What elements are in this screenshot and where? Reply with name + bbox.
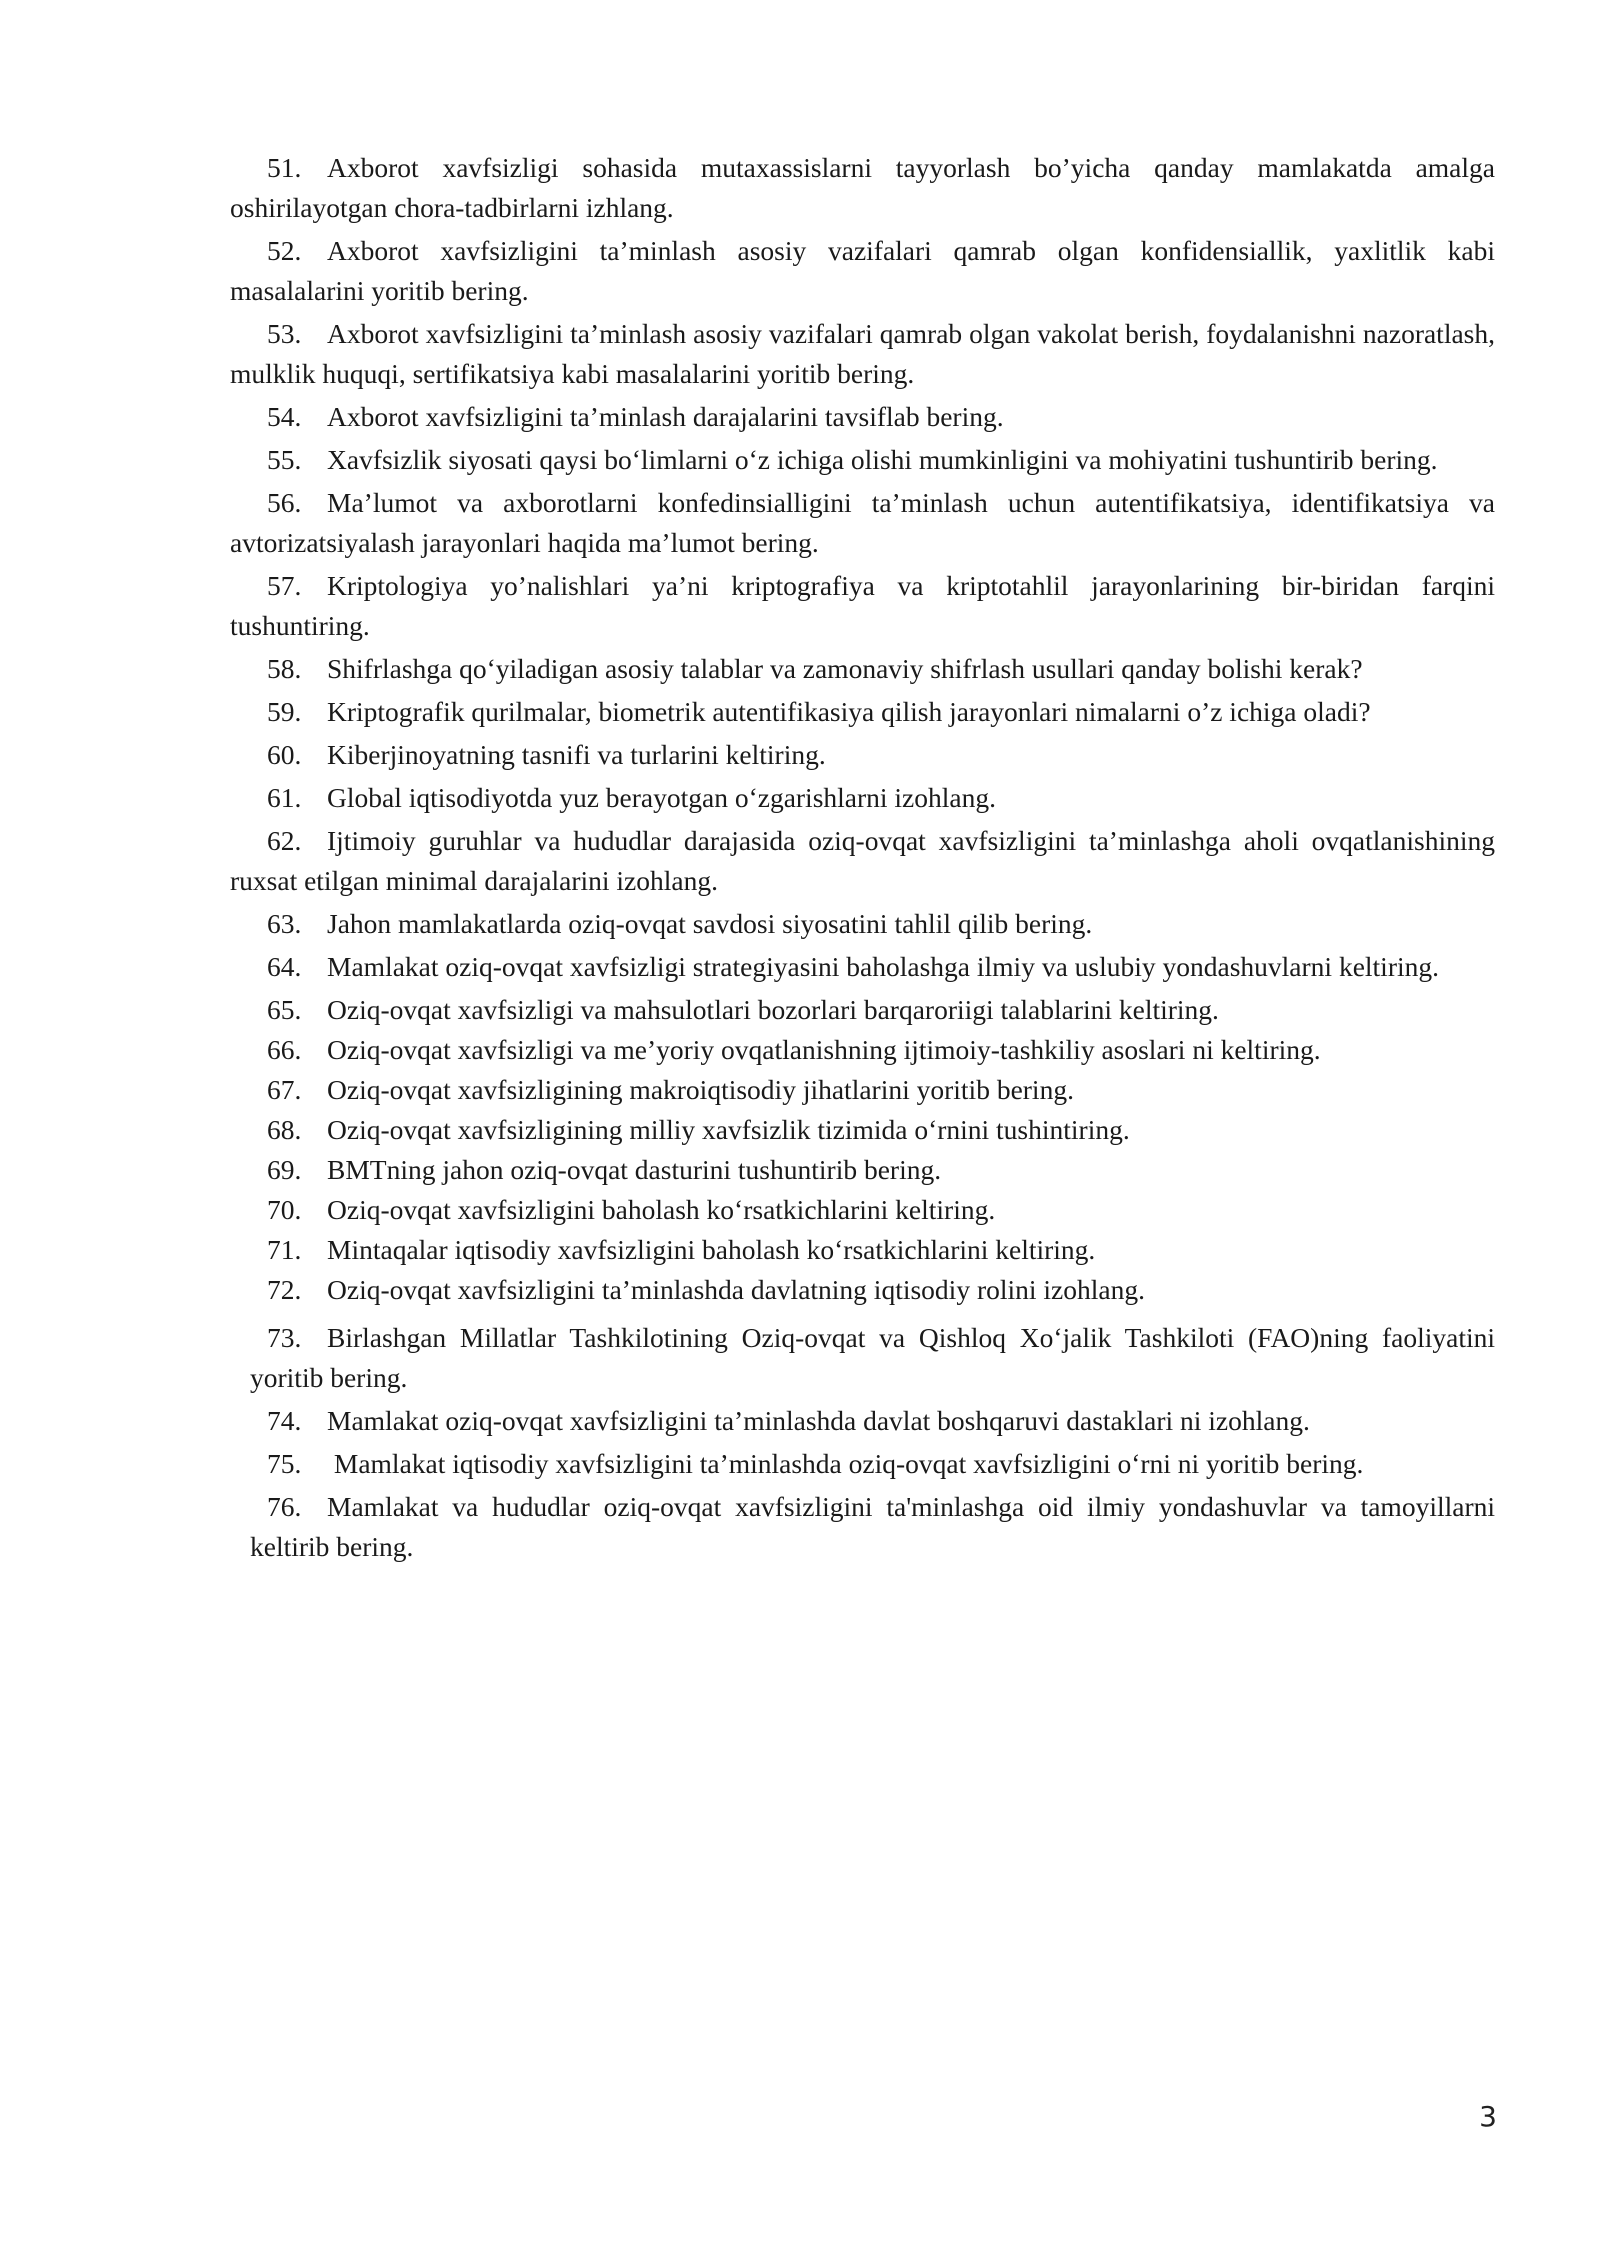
question-number: 66. xyxy=(267,1034,302,1065)
question-number: 62. xyxy=(267,825,302,856)
question-number: 58. xyxy=(267,653,302,684)
question-text: Oziq-ovqat xavfsizligining milliy xavfsizlik tizimida o‘rnini tushintiring. xyxy=(327,1114,1130,1145)
question-text: Kiberjinoyatning tasnifi va turlarini keltiring. xyxy=(327,739,826,770)
question-text: Axborot xavfsizligini ta’minlash darajalarini tavsiflab bering. xyxy=(327,401,1004,432)
question-item xyxy=(230,1190,1495,1230)
question-number: 73. xyxy=(267,1322,302,1353)
question-item xyxy=(230,483,1495,563)
question-number: 69. xyxy=(267,1154,302,1185)
question-number: 53. xyxy=(267,318,302,349)
question-number: 67. xyxy=(267,1074,302,1105)
question-number: 61. xyxy=(267,782,302,813)
question-text: Ma’lumot va axborotlarni konfedinsialligini ta’minlash uchun autentifikatsiya, identifikatsiya va avtorizatsiyalash jarayonlari haqida ma’lumot bering. xyxy=(230,487,1495,558)
question-text: Birlashgan Millatlar Tashkilotining Oziq-ovqat va Qishloq Xo‘jalik Tashkiloti (FAO)ning faoliyatini yoritib bering. xyxy=(250,1322,1495,1393)
question-text: Jahon mamlakatlarda oziq-ovqat savdosi siyosatini tahlil qilib bering. xyxy=(327,908,1093,939)
question-number: 54. xyxy=(267,401,302,432)
question-text: Global iqtisodiyotda yuz berayotgan o‘zgarishlarni izohlang. xyxy=(327,782,996,813)
question-text: Xavfsizlik siyosati qaysi bo‘limlarni o‘z ichiga olishi mumkinligini va mohiyatini tushuntirib bering. xyxy=(327,444,1438,475)
question-text: Mintaqalar iqtisodiy xavfsizligini baholash ko‘rsatkichlarini keltiring. xyxy=(327,1234,1096,1265)
question-list xyxy=(230,148,1495,1570)
question-text: Kriptologiya yo’nalishlari ya’ni kriptografiya va kriptotahlil jarayonlarining bir-biridan farqini tushuntiring. xyxy=(230,570,1495,641)
question-text: Mamlakat oziq-ovqat xavfsizligini ta’minlashda davlat boshqaruvi dastaklari ni izohlang. xyxy=(327,1405,1310,1436)
question-text: Mamlakat va hududlar oziq-ovqat xavfsizligini ta'minlashga oid ilmiy yondashuvlar va tamoyillarni keltirib bering. xyxy=(250,1491,1495,1562)
question-number: 72. xyxy=(267,1274,302,1305)
question-text: Ijtimoiy guruhlar va hududlar darajasida oziq-ovqat xavfsizligini ta’minlashga aholi ovqatlanishining ruxsat etilgan minimal darajalarini izohlang. xyxy=(230,825,1495,896)
question-item xyxy=(230,904,1495,944)
question-number: 51. xyxy=(267,152,302,183)
question-item xyxy=(230,778,1495,818)
question-number: 70. xyxy=(267,1194,302,1225)
question-number: 68. xyxy=(267,1114,302,1145)
question-item xyxy=(230,1110,1495,1150)
question-text: Oziq-ovqat xavfsizligini baholash ko‘rsatkichlarini keltiring. xyxy=(327,1194,996,1225)
question-text: Oziq-ovqat xavfsizligini ta’minlashda davlatning iqtisodiy rolini izohlang. xyxy=(327,1274,1145,1305)
question-item xyxy=(230,314,1495,394)
page-number: 3 xyxy=(1479,2100,1497,2133)
question-item xyxy=(230,1070,1495,1110)
question-text: Oziq-ovqat xavfsizligi va mahsulotlari bozorlari barqaroriigi talablarini keltiring. xyxy=(327,994,1219,1025)
question-item xyxy=(230,1318,1495,1398)
question-number: 76. xyxy=(267,1491,302,1522)
question-number: 64. xyxy=(267,951,302,982)
question-item xyxy=(230,148,1495,228)
question-item xyxy=(230,1401,1495,1441)
question-text: Shifrlashga qo‘yiladigan asosiy talablar va zamonaviy shifrlash usullari qanday bolishi kerak? xyxy=(327,653,1363,684)
question-item xyxy=(230,1150,1495,1190)
question-item xyxy=(230,1270,1495,1310)
question-number: 52. xyxy=(267,235,302,266)
question-text: BMTning jahon oziq-ovqat dasturini tushuntirib bering. xyxy=(327,1154,942,1185)
question-number: 74. xyxy=(267,1405,302,1436)
question-item xyxy=(230,649,1495,689)
question-text: Mamlakat iqtisodiy xavfsizligini ta’minlashda oziq-ovqat xavfsizligini o‘rni ni yoritib bering. xyxy=(327,1448,1364,1479)
question-item xyxy=(230,990,1495,1030)
question-item xyxy=(230,1487,1495,1567)
question-number: 63. xyxy=(267,908,302,939)
question-text: Axborot xavfsizligini ta’minlash asosiy vazifalari qamrab olgan vakolat berish, foydalanishni nazoratlash, mulklik huquqi, sertifikatsiya kabi masalalarini yoritib bering. xyxy=(230,318,1495,389)
question-text: Axborot xavfsizligini ta’minlash asosiy vazifalari qamrab olgan konfidensiallik, yaxlitlik kabi masalalarini yoritib bering. xyxy=(230,235,1495,306)
question-item xyxy=(230,397,1495,437)
question-number: 71. xyxy=(267,1234,302,1265)
question-item xyxy=(230,692,1495,732)
question-item xyxy=(230,1444,1495,1484)
question-text: Kriptografik qurilmalar, biometrik autentifikasiya qilish jarayonlari nimalarni o’z ichiga oladi? xyxy=(327,696,1371,727)
question-item xyxy=(230,821,1495,901)
question-number: 55. xyxy=(267,444,302,475)
question-item xyxy=(230,231,1495,311)
question-number: 56. xyxy=(267,487,302,518)
question-text: Mamlakat oziq-ovqat xavfsizligi strategiyasini baholashga ilmiy va uslubiy yondashuvlarni keltiring. xyxy=(327,951,1439,982)
question-text: Oziq-ovqat xavfsizligining makroiqtisodiy jihatlarini yoritib bering. xyxy=(327,1074,1074,1105)
question-item xyxy=(230,947,1495,987)
question-number: 57. xyxy=(267,570,302,601)
question-text: Oziq-ovqat xavfsizligi va me’yoriy ovqatlanishning ijtimoiy-tashkiliy asoslari ni keltiring. xyxy=(327,1034,1321,1065)
question-item xyxy=(230,1230,1495,1270)
question-number: 59. xyxy=(267,696,302,727)
question-number: 75. xyxy=(267,1448,302,1479)
question-item xyxy=(230,566,1495,646)
question-item xyxy=(230,735,1495,775)
question-number: 65. xyxy=(267,994,302,1025)
question-text: Axborot xavfsizligi sohasida mutaxassislarni tayyorlash bo’yicha qanday mamlakatda amalga oshirilayotgan chora-tadbirlarni izhlang. xyxy=(230,152,1495,223)
question-item xyxy=(230,1030,1495,1070)
question-number: 60. xyxy=(267,739,302,770)
question-item xyxy=(230,440,1495,480)
